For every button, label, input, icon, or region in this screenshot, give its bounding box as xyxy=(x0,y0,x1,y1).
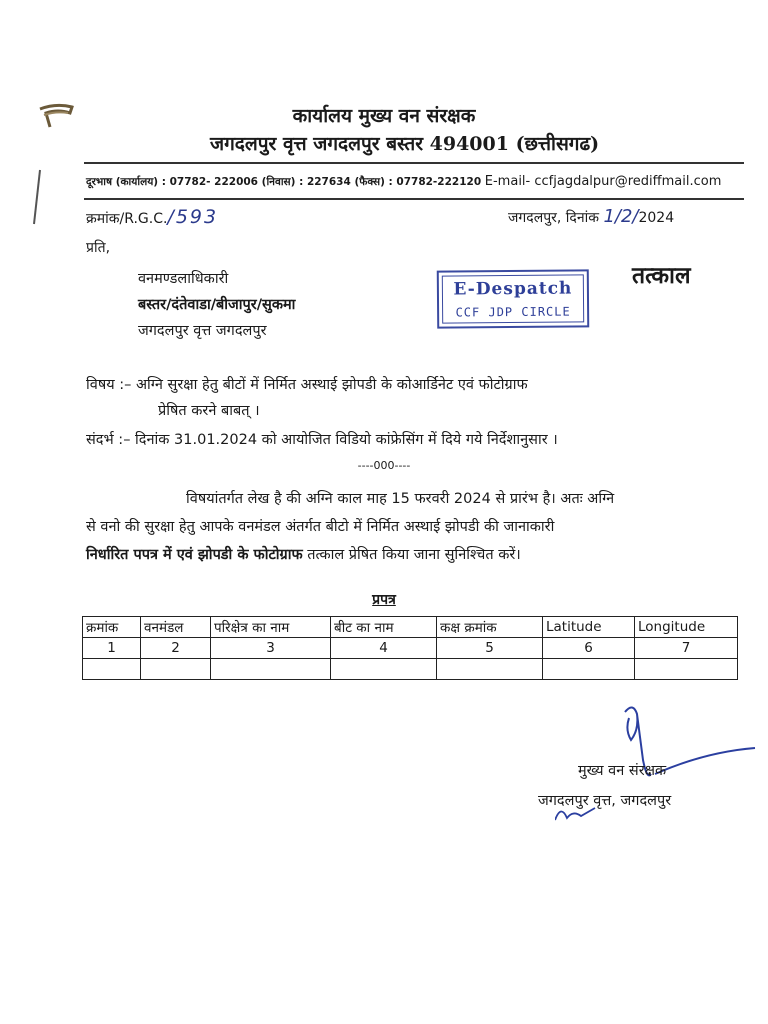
signer-designation: मुख्य वन संरक्षक xyxy=(578,763,667,779)
table-cell: 2 xyxy=(141,638,211,659)
ref-number-handwritten: /593 xyxy=(167,206,219,228)
body-line-3-bold: निर्धारित पपत्र में एवं झोपडी के फोटोग्राफ xyxy=(86,547,303,563)
signer-office: जगदलपुर वृत्त, जगदलपुर xyxy=(538,793,672,809)
addressee-line-3: जगदलपुर वृत्त जगदलपुर xyxy=(138,323,267,339)
reference-number xyxy=(86,206,218,228)
table-row xyxy=(83,659,738,680)
table-cell: 6 xyxy=(543,638,635,659)
table-cell xyxy=(83,659,141,680)
table-row xyxy=(83,638,738,659)
header-rule-top xyxy=(84,162,744,164)
table-cell xyxy=(437,659,543,680)
table-cell: 5 xyxy=(437,638,543,659)
col-header-division: वनमंडल xyxy=(141,617,211,638)
urgent-mark: तत्काल xyxy=(632,263,691,289)
staple-pin-icon xyxy=(30,168,44,226)
col-header-latitude: Latitude xyxy=(543,617,635,638)
stamp-line-2: CCF JDP CIRCLE xyxy=(455,304,571,320)
ref-label: क्रमांक/R.G.C. xyxy=(86,211,168,227)
office-region: जगदलपुर वृत्त जगदलपुर बस्तर 494001 (छत्तीसगढ) xyxy=(210,133,600,155)
col-header-compartment: कक्ष क्रमांक xyxy=(437,617,543,638)
table-cell: 1 xyxy=(83,638,141,659)
table-cell xyxy=(543,659,635,680)
table-cell xyxy=(331,659,437,680)
body-line-2: से वनो की सुरक्षा हेतु आपके वनमंडल अंतर्गत बीटो में निर्मित अस्थाई झोपडी की जानाकारी xyxy=(86,519,555,535)
table-cell xyxy=(141,659,211,680)
col-header-longitude: Longitude xyxy=(635,617,738,638)
reference-line: संदर्भ :– दिनांक 31.01.2024 को आयोजित विडियो कांफ्रेसिंग में दिये गये निर्देशानुसार । xyxy=(86,432,558,448)
subject-line-2: प्रेषित करने बाबत् । xyxy=(158,403,260,419)
table-cell: 4 xyxy=(331,638,437,659)
section-divider: ----000---- xyxy=(357,459,411,472)
to-label: प्रति, xyxy=(86,240,111,256)
office-title: कार्यालय मुख्य वन संरक्षक xyxy=(292,105,476,127)
header-rule-bottom xyxy=(84,198,744,200)
col-header-serial: क्रमांक xyxy=(83,617,141,638)
col-header-beat: बीट का नाम xyxy=(331,617,437,638)
contact-line xyxy=(86,174,721,189)
stamp-line-1: E-Despatch xyxy=(453,278,573,300)
email-address: E-mail- ccfjagdalpur@rediffmail.com xyxy=(484,174,722,189)
table-cell xyxy=(211,659,331,680)
place-date-label: जगदलपुर, दिनांक xyxy=(508,210,599,226)
body-line-3 xyxy=(86,544,521,564)
place-date xyxy=(508,206,674,227)
table-header-row xyxy=(83,617,738,638)
table-cell xyxy=(635,659,738,680)
e-despatch-stamp xyxy=(437,269,590,328)
addressee-line-1: वनमण्डलाधिकारी xyxy=(138,271,229,287)
col-header-range: परिक्षेत्र का नाम xyxy=(211,617,331,638)
date-handwritten: 1/2/ xyxy=(603,206,639,227)
table-cell: 3 xyxy=(211,638,331,659)
date-year: 2024 xyxy=(638,210,675,226)
form-title: प्रपत्र xyxy=(372,592,396,608)
table-cell: 7 xyxy=(635,638,738,659)
body-line-1: विषयांतर्गत लेख है की अग्नि काल माह 15 फरवरी 2024 से प्रारंभ है। अतः अग्नि xyxy=(186,491,615,507)
addressee-line-2: बस्तर/दंतेवाडा/बीजापुर/सुकमा xyxy=(138,297,296,313)
form-table xyxy=(82,616,738,680)
subject-line-1: विषय :– अग्नि सुरक्षा हेतु बीटों में निर्मित अस्थाई झोपडी के कोआर्डिनेट एवं फोटोग्राफ xyxy=(86,377,528,393)
phone-numbers: दूरभाष (कार्यालय) : 07782- 222006 (निवास) : 227634 (फैक्स) : 07782-222120 xyxy=(86,176,482,188)
body-line-3-rest: तत्काल प्रेषित किया जाना सुनिश्चित करें। xyxy=(302,547,521,563)
